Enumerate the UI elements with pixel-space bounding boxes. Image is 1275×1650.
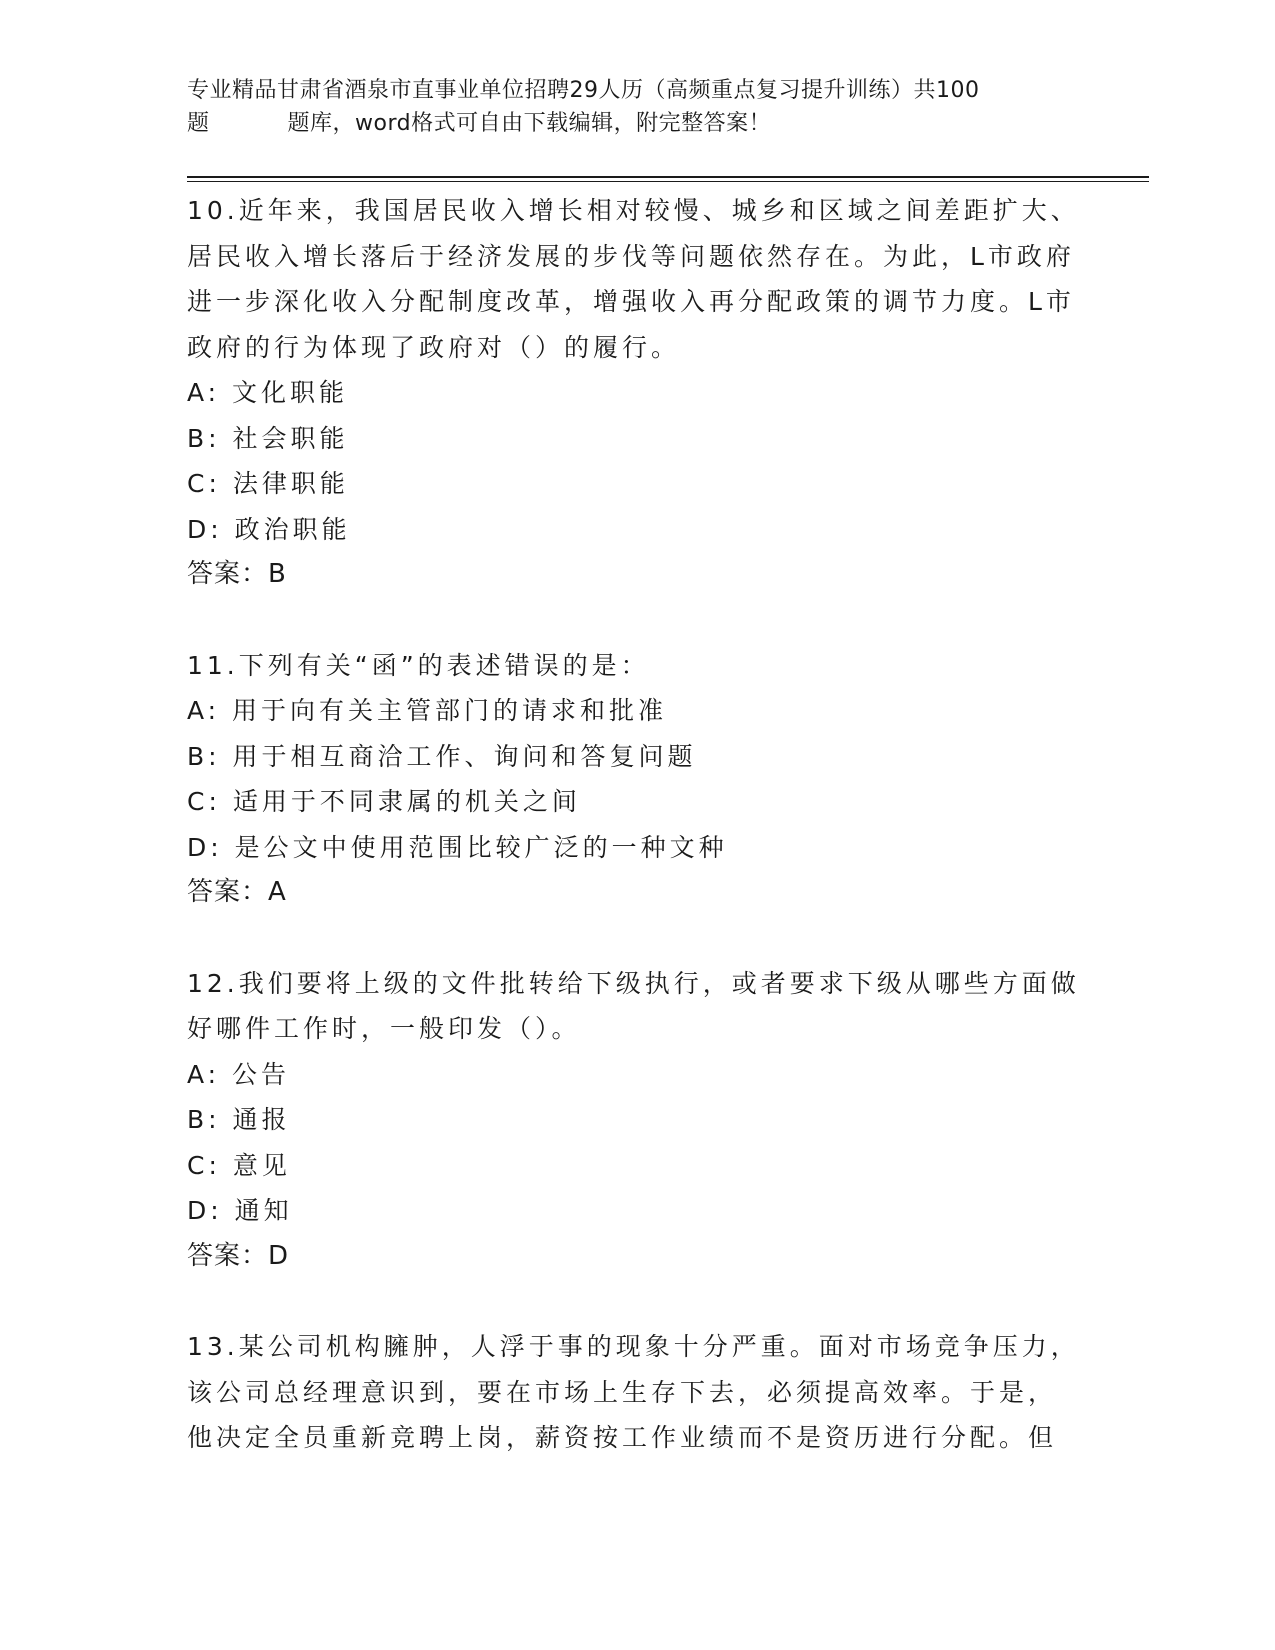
option-a: A: 文化职能 (187, 378, 349, 407)
answer-line: 答案：D (187, 1240, 290, 1271)
question-stem-line: 好哪件工作时，一般印发（）。 (187, 1014, 581, 1043)
option-c: C: 意见 (187, 1150, 291, 1180)
question-stem-line: 政府的行为体现了政府对（）的履行。 (187, 332, 681, 362)
option-a: A: 公告 (187, 1059, 291, 1089)
question-list (187, 188, 1087, 1506)
question-13 (187, 1324, 1087, 1461)
header-line-2-rest: 题库，word格式可自由下载编辑，附完整答案！ (287, 111, 772, 136)
answer-line: 答案：A (187, 877, 287, 907)
header-line-2 (187, 107, 1067, 140)
option-c: C: 法律职能 (187, 469, 349, 498)
question-stem-line: 进一步深化收入分配制度改革，增强收入再分配政策的调节力度。L市 (187, 287, 1075, 316)
header-divider-thin (187, 181, 1149, 182)
question-stem-line: 居民收入增长落后于经济发展的步伐等问题依然存在。为此，L市政府 (187, 241, 1075, 271)
question-11 (187, 643, 1087, 916)
option-b: B: 用于相互商洽工作、询问和答复问题 (187, 741, 697, 771)
question-stem-line: 11.下列有关“函”的表述错误的是： (187, 650, 650, 680)
question-stem-line: 12.我们要将上级的文件批转给下级执行，或者要求下级从哪些方面做 (187, 968, 1080, 998)
header-divider-thick (187, 176, 1149, 178)
option-d: D: 政治职能 (187, 514, 351, 544)
option-d: D: 通知 (187, 1196, 293, 1225)
question-stem-line: 他决定全员重新竞聘上岗，薪资按工作业绩而不是资历进行分配。但 (187, 1423, 1058, 1452)
question-stem-line: 10.近年来，我国居民收入增长相对较慢、城乡和区域之间差距扩大、 (187, 196, 1080, 225)
option-b: B: 社会职能 (187, 423, 349, 453)
header-line-2-start: 题 (187, 111, 210, 136)
question-10 (187, 188, 1087, 598)
answer-line: 答案：B (187, 559, 287, 589)
header-line-1: 专业精品甘肃省酒泉市直事业单位招聘29人历（高频重点复习提升训练）共100 (187, 78, 980, 103)
option-b: B: 通报 (187, 1105, 291, 1134)
option-d: D: 是公文中使用范围比较广泛的一种文种 (187, 832, 728, 862)
option-c: C: 适用于不同隶属的机关之间 (187, 787, 581, 816)
question-stem-line: 13.某公司机构臃肿，人浮于事的现象十分严重。面对市场竞争压力， (187, 1332, 1080, 1361)
question-12 (187, 961, 1087, 1280)
document-header (187, 74, 1067, 140)
question-stem-line: 该公司总经理意识到，要在市场上生存下去，必须提高效率。于是， (187, 1377, 1058, 1407)
option-a: A: 用于向有关主管部门的请求和批准 (187, 696, 668, 725)
